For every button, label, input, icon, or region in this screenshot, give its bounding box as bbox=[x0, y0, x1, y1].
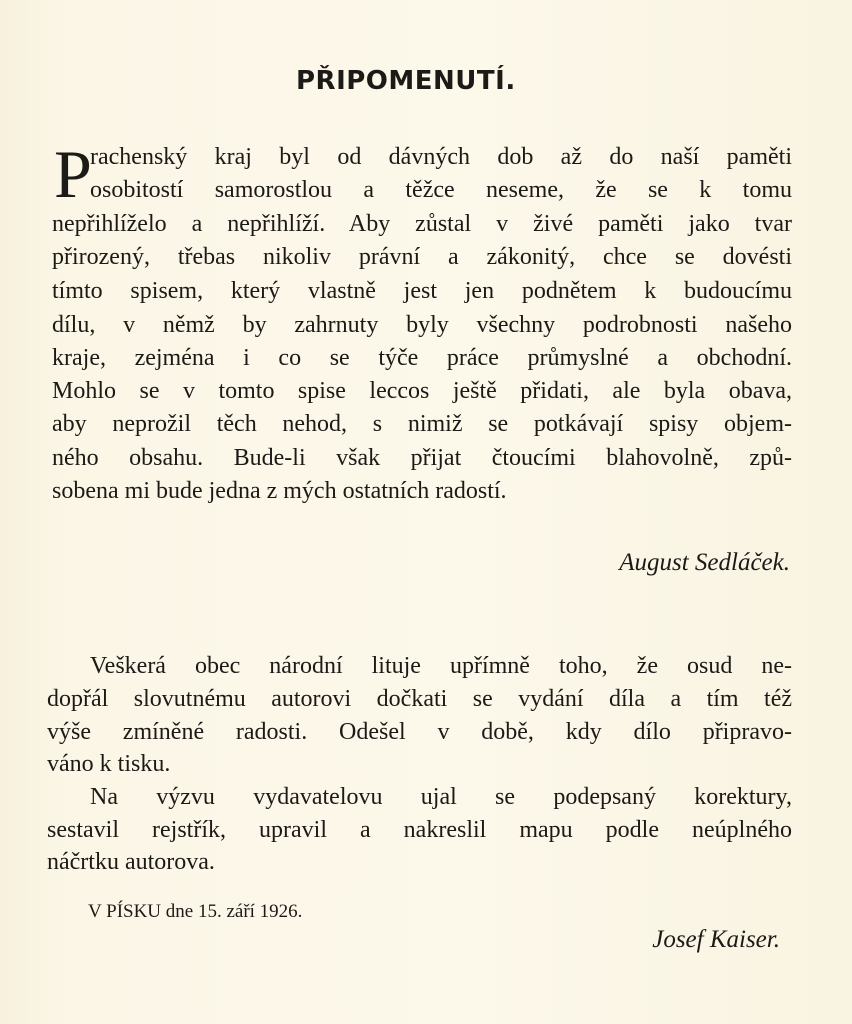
foreword-line-7: kraje, zejména i co se týče práce průmyslné a obchodní. bbox=[52, 345, 792, 371]
foreword-line-10: ného obsahu. Bude-li však přijat čtoucími blahovolně, způ- bbox=[52, 445, 792, 471]
drop-cap: P bbox=[54, 136, 92, 212]
date-line: V PÍSKU dne 15. září 1926. bbox=[88, 901, 303, 922]
foreword-line-2: osobitostí samorostlou a těžce neseme, že se k tomu bbox=[90, 177, 792, 203]
foreword-line-11: sobena mi bude jedna z mých ostatních radostí. bbox=[52, 478, 507, 504]
signature-josef-kaiser: Josef Kaiser. bbox=[652, 926, 780, 953]
note-line-6: sestavil rejstřík, upravil a nakreslil mapu podle neúplného bbox=[47, 817, 792, 843]
note-line-7: náčrtku autorova. bbox=[47, 849, 215, 875]
note-line-1: Veškerá obec národní lituje upřímně toho, že osud ne- bbox=[90, 653, 792, 679]
foreword-line-9: aby neprožil těch nehod, s nimiž se potkávají spisy objem- bbox=[52, 411, 792, 437]
foreword-line-4: přirozený, třebas nikoliv právní a zákonitý, chce se dovésti bbox=[52, 244, 792, 270]
page-title: PŘIPOMENUTÍ. bbox=[296, 66, 516, 96]
foreword-line-6: dílu, v němž by zahrnuty byly všechny podrobnosti našeho bbox=[52, 312, 792, 338]
note-line-2: dopřál slovutnému autorovi dočkati se vydání díla a tím též bbox=[47, 686, 792, 712]
signature-august-sedlacek: August Sedláček. bbox=[619, 549, 790, 576]
note-line-5: Na výzvu vydavatelovu ujal se podepsaný korektury, bbox=[90, 784, 792, 810]
note-line-4: váno k tisku. bbox=[47, 751, 171, 777]
foreword-line-5: tímto spisem, který vlastně jest jen podnětem k budoucímu bbox=[52, 278, 792, 304]
note-line-3: výše zmíněné radosti. Odešel v době, kdy dílo připravo- bbox=[47, 719, 792, 745]
foreword-line-3: nepřihlíželo a nepřihlíží. Aby zůstal v živé paměti jako tvar bbox=[52, 211, 792, 237]
foreword-line-1: rachenský kraj byl od dávných dob až do naší paměti bbox=[90, 144, 792, 170]
foreword-line-8: Mohlo se v tomto spise leccos ještě přidati, ale byla obava, bbox=[52, 378, 792, 404]
